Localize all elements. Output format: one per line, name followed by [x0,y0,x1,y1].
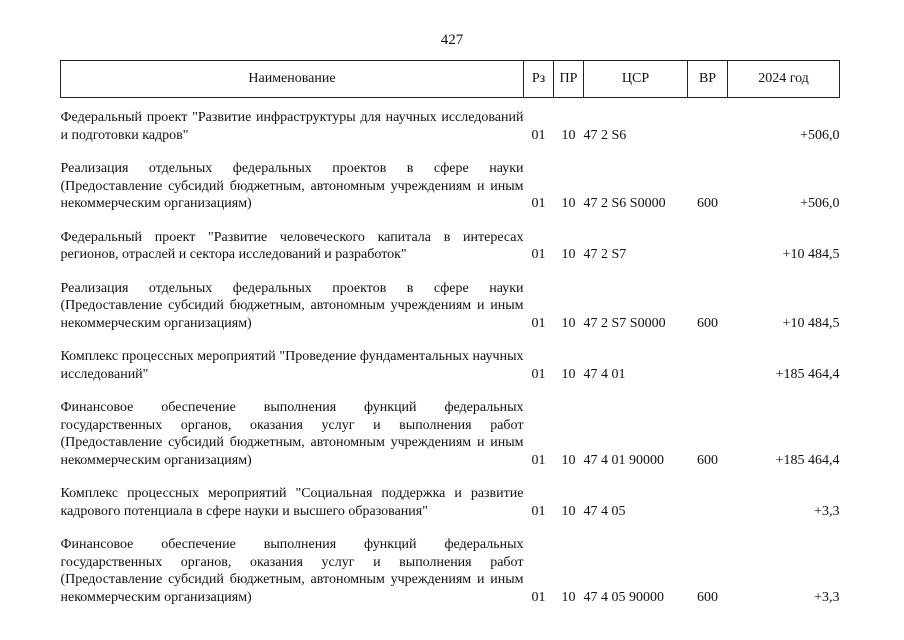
row-pr: 10 [561,589,576,605]
row-vr: 600 [697,452,718,468]
row-vr: 600 [697,196,718,211]
row-name: Федеральный проект "Развитие человеческого капитала в интересах регионов, отраслей и сектора исследований и разработок" [60,229,524,262]
row-pr: 10 [561,452,576,468]
row-rz: 01 [531,315,546,331]
row-csr: 47 2 S7 [583,247,627,262]
row-name: Реализация отдельных федеральных проектов в сфере науки (Предоставление субсидий бюджетным, автономным учреждениям и иным некоммерческим организациям) [60,161,524,211]
row-vr [688,109,728,144]
row-csr: 47 4 01 90000 [583,452,664,468]
row-pr: 10 [561,366,576,382]
row-pr: 10 [561,315,576,331]
row-pr: 10 [561,196,576,211]
row-amount: +506,0 [800,196,840,211]
row-vr: 600 [697,315,718,331]
row-csr: 47 2 S6 [583,127,627,143]
row-name: Финансовое обеспечение выполнения функций федеральных государственных органов, оказания услуг и выполнения работ (Предоставление субсидий бюджетным, автономным учреждениям и иным некоммерческим организациям) [60,537,524,605]
row-amount: +185 464,4 [775,366,840,382]
budget-table [60,60,840,606]
row-vr: 600 [697,589,718,605]
row-csr: 47 2 S6 S0000 [583,196,666,211]
row-csr: 47 4 01 [583,366,626,382]
header-2024: 2024 год [728,61,840,98]
row-amount: +185 464,4 [775,452,840,468]
row-csr: 47 4 05 [583,503,626,519]
row-amount: +3,3 [814,503,840,519]
row-vr [688,229,728,264]
header-csr: ЦСР [584,61,688,98]
header-name: Наименование [61,61,524,98]
row-rz: 01 [531,366,546,382]
header-vr: ВР [688,61,728,98]
page-number: 427 [440,32,464,48]
row-rz: 01 [531,196,546,211]
row-vr [688,485,728,520]
row-pr: 10 [561,127,576,143]
row-csr: 47 2 S7 S0000 [583,315,666,331]
row-amount: +10 484,5 [782,247,840,262]
header-pr: ПР [554,61,584,98]
row-name: Реализация отдельных федеральных проектов в сфере науки (Предоставление субсидий бюджетным, автономным учреждениям и иным некоммерческим организациям) [60,280,524,331]
table-row [61,229,840,264]
table-row [61,348,840,383]
row-name: Федеральный проект "Развитие инфраструктуры для научных исследований и подготовки кадров" [60,110,524,143]
row-rz: 01 [531,452,546,468]
table-row [61,109,840,144]
table-row [61,536,840,606]
table-row [61,160,840,213]
table-row [61,280,840,333]
row-vr [688,348,728,383]
row-amount: +3,3 [814,589,840,605]
row-amount: +506,0 [800,127,840,143]
row-rz: 01 [531,247,546,262]
row-pr: 10 [561,503,576,519]
row-rz: 01 [531,589,546,605]
row-pr: 10 [561,247,576,262]
table-header-row [61,61,840,98]
header-rz: Рз [524,61,554,98]
table-row [61,399,840,469]
row-name: Комплекс процессных мероприятий "Социальная поддержка и развитие кадрового потенциала в сфере науки и высшего образования" [60,486,524,519]
table-row [61,485,840,520]
row-name: Комплекс процессных мероприятий "Проведение фундаментальных научных исследований" [60,349,524,382]
row-csr: 47 4 05 90000 [583,589,664,605]
row-amount: +10 484,5 [782,315,840,331]
row-rz: 01 [531,503,546,519]
row-rz: 01 [531,127,546,143]
row-name: Финансовое обеспечение выполнения функций федеральных государственных органов, оказания услуг и выполнения работ (Предоставление субсидий бюджетным, автономным учреждениям и иным некоммерческим организациям) [60,400,524,468]
